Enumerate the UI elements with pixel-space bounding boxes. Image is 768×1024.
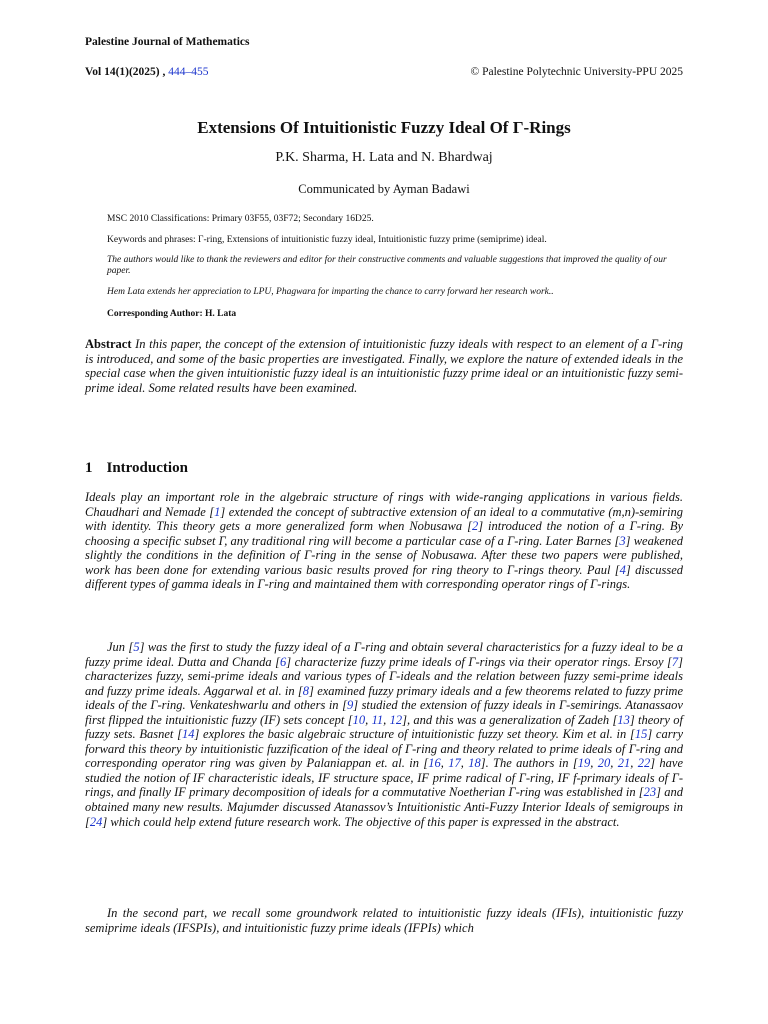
- citation-link[interactable]: 1: [214, 504, 221, 519]
- paragraph-text: ] examined fuzzy primary ideals and a few theorems related to fuzzy prime ideals of the Γ-ring. Venkateshwarlu and others in [: [85, 683, 683, 713]
- paragraph-text: ] characterize fuzzy prime ideals of Γ-rings via their operator rings. Ersoy [: [286, 654, 672, 669]
- citation-link[interactable]: 10: [352, 712, 366, 727]
- section-heading: [85, 460, 188, 477]
- paragraph-text: ] discussed different types of gamma ideals in Γ-ring and maintained them with corresponding operator rings of Γ-rings.: [85, 562, 683, 592]
- paragraph-text: ,: [590, 756, 598, 771]
- abstract: [85, 337, 683, 395]
- volume-info: [85, 66, 209, 78]
- acknowledgement-lpu: Hem Lata extends her appreciation to LPU, Phagwara for imparting the chance to carry forward her research work..: [107, 287, 554, 297]
- abstract-label: Abstract: [85, 337, 132, 351]
- copyright: © Palestine Polytechnic University-PPU 2025: [470, 66, 683, 78]
- section-title: Introduction: [106, 460, 188, 476]
- paragraph-text: ,: [383, 712, 390, 727]
- citation-link[interactable]: 20: [597, 756, 611, 771]
- citation-link[interactable]: 8: [302, 683, 310, 698]
- citation-link[interactable]: 22: [637, 756, 651, 771]
- acknowledgement: The authors would like to thank the reviewers and editor for their constructive comments and valuable suggestions that improved the quality of our paper.: [107, 255, 667, 276]
- paragraph-text: ,: [630, 756, 638, 771]
- citation-link[interactable]: 24: [89, 814, 103, 829]
- citation-link[interactable]: 13: [617, 712, 630, 727]
- paragraph-text: ,: [365, 712, 372, 727]
- intro-paragraph-1: [85, 490, 683, 592]
- paragraph-text: ] was the first to study the fuzzy ideal of a Γ-ring and obtain several characteristics for a fuzzy ideal to be a fuzzy prime ideal. Dutta and Chanda [: [85, 640, 683, 669]
- citation-link[interactable]: 2: [471, 519, 479, 534]
- citation-link[interactable]: 23: [643, 785, 657, 800]
- abstract-text: In this paper, the concept of the extension of intuitionistic fuzzy ideals with respect to an element of a Γ-ring is introduced, and some of the basic properties are investigated. Finally, we explore the nature of extended ideals in the special case when the given intuitionistic fuzzy ideal is an intuitionistic fuzzy prime ideal or an intuitionistic fuzzy semi-prime ideal. Some related results have been examined.: [85, 337, 684, 395]
- paragraph-text: ,: [610, 756, 618, 771]
- paragraph-text: ] explores the basic algebraic structure of intuitionistic fuzzy set theory. Kim et al. in [: [194, 727, 635, 742]
- journal-name: Palestine Journal of Mathematics: [85, 36, 250, 48]
- citation-link[interactable]: 16: [428, 756, 441, 771]
- citation-link[interactable]: 4: [619, 562, 626, 577]
- paper-title: Extensions Of Intuitionistic Fuzzy Ideal Of Γ-Rings: [197, 118, 571, 137]
- keywords: Keywords and phrases: Γ-ring, Extensions of intuitionistic fuzzy ideal, Intuitionistic fuzzy prime (semiprime) ideal.: [107, 235, 547, 245]
- paragraph-text: ,: [440, 756, 449, 771]
- communicated-by: Communicated by Ayman Badawi: [298, 182, 470, 196]
- citation-link[interactable]: 7: [671, 654, 679, 669]
- msc-classification: MSC 2010 Classifications: Primary 03F55, 03F72; Secondary 16D25.: [107, 214, 374, 224]
- paragraph-text: ]. The authors in [: [480, 756, 578, 771]
- citation-link[interactable]: 18: [468, 756, 481, 771]
- citation-link[interactable]: 14: [181, 727, 195, 742]
- citation-link[interactable]: 15: [634, 727, 648, 742]
- paragraph-text: ] studied the extension of fuzzy ideals in Γ-semirings. Atanassaov first flipped the intuitionistic fuzzy (IF) sets concept [: [85, 698, 683, 727]
- intro-paragraph-3: In the second part, we recall some groundwork related to intuitionistic fuzzy ideals (IFIs), intuitionistic fuzzy semiprime ideals (IFSPIs), and intuitionistic fuzzy prime ideals (IFPIs) which: [85, 906, 683, 935]
- paragraph-text: ,: [460, 756, 469, 771]
- paragraph-text: Ideals play an important role in the algebraic structure of rings with wide-ranging applications in various fields. Chaudhari and Nemade [: [85, 490, 683, 519]
- paragraph-text: ], and this was a generalization of Zadeh [: [402, 712, 618, 727]
- citation-link[interactable]: 9: [346, 698, 354, 713]
- paragraph-text: ] theory of fuzzy sets. Basnet [: [85, 712, 684, 742]
- paragraph-text: Jun [: [107, 640, 134, 654]
- section-number: 1: [85, 460, 93, 476]
- citation-link[interactable]: 11: [371, 712, 384, 727]
- paragraph-text: ] extended the concept of subtractive extension of an ideal to a commutative (m,n)-semiring with identity. This theory gets a more generalized form when Nobusawa [: [85, 504, 683, 534]
- paragraph-text: ] introduced the notion of a Γ-ring. By choosing a specific subset Γ, any traditional ring will become a particular case of a Γ-ring. Later Barnes [: [85, 519, 684, 548]
- paragraph-text: ] which could help extend future research work. The objective of this paper is expressed in the abstract.: [102, 814, 620, 829]
- citation-link[interactable]: 5: [133, 640, 140, 654]
- corresponding-author: Corresponding Author: H. Lata: [107, 309, 237, 319]
- paragraph-text: ] have studied the notion of IF characteristic ideals, IF structure space, IF prime radical of Γ-ring, IF f-primary ideals of Γ-rings, and finally IF primary decomposition of ideals for a commutative Noetherian Γ-ring was established in [: [85, 756, 684, 800]
- volume-line: [85, 66, 683, 78]
- paragraph-text: ] weakened slightly the conditions in the definition of Γ-ring in the sense of Nobusawa. After these two papers were published, work has been done for extending various basic results proved for ring theory to Γ-rings theory. Paul [: [85, 533, 683, 577]
- citation-link[interactable]: 12: [389, 712, 403, 727]
- paragraph-text: ] carry forward this theory by intuitionistic fuzzification of the ideal of Γ-ring and theory related to prime ideals of Γ-ring and corresponding operator ring was given by Palaniappan et. al. in [: [85, 727, 683, 771]
- citation-link[interactable]: 3: [619, 533, 626, 548]
- paper-authors: P.K. Sharma, H. Lata and N. Bhardwaj: [275, 150, 493, 165]
- citation-link[interactable]: 21: [617, 756, 631, 771]
- page-range-link[interactable]: 444–455: [168, 66, 209, 78]
- paragraph-text: ] and obtained many new results. Majumder discussed Atanassov’s Intuitionistic Anti-Fuzzy Interior Ideals of semigroups in [: [85, 785, 683, 829]
- volume-number: Vol 14(1)(2025) ,: [85, 66, 166, 78]
- citation-link[interactable]: 17: [448, 756, 461, 771]
- paragraph-text: ] characterizes fuzzy, semi-prime ideals and various types of Γ-ideals and the relation between fuzzy semi-prime ideals and fuzzy prime ideals. Aggarwal et al. in [: [85, 654, 683, 698]
- intro-paragraph-2: [85, 640, 683, 829]
- citation-link[interactable]: 19: [577, 756, 591, 771]
- citation-link[interactable]: 6: [280, 654, 287, 669]
